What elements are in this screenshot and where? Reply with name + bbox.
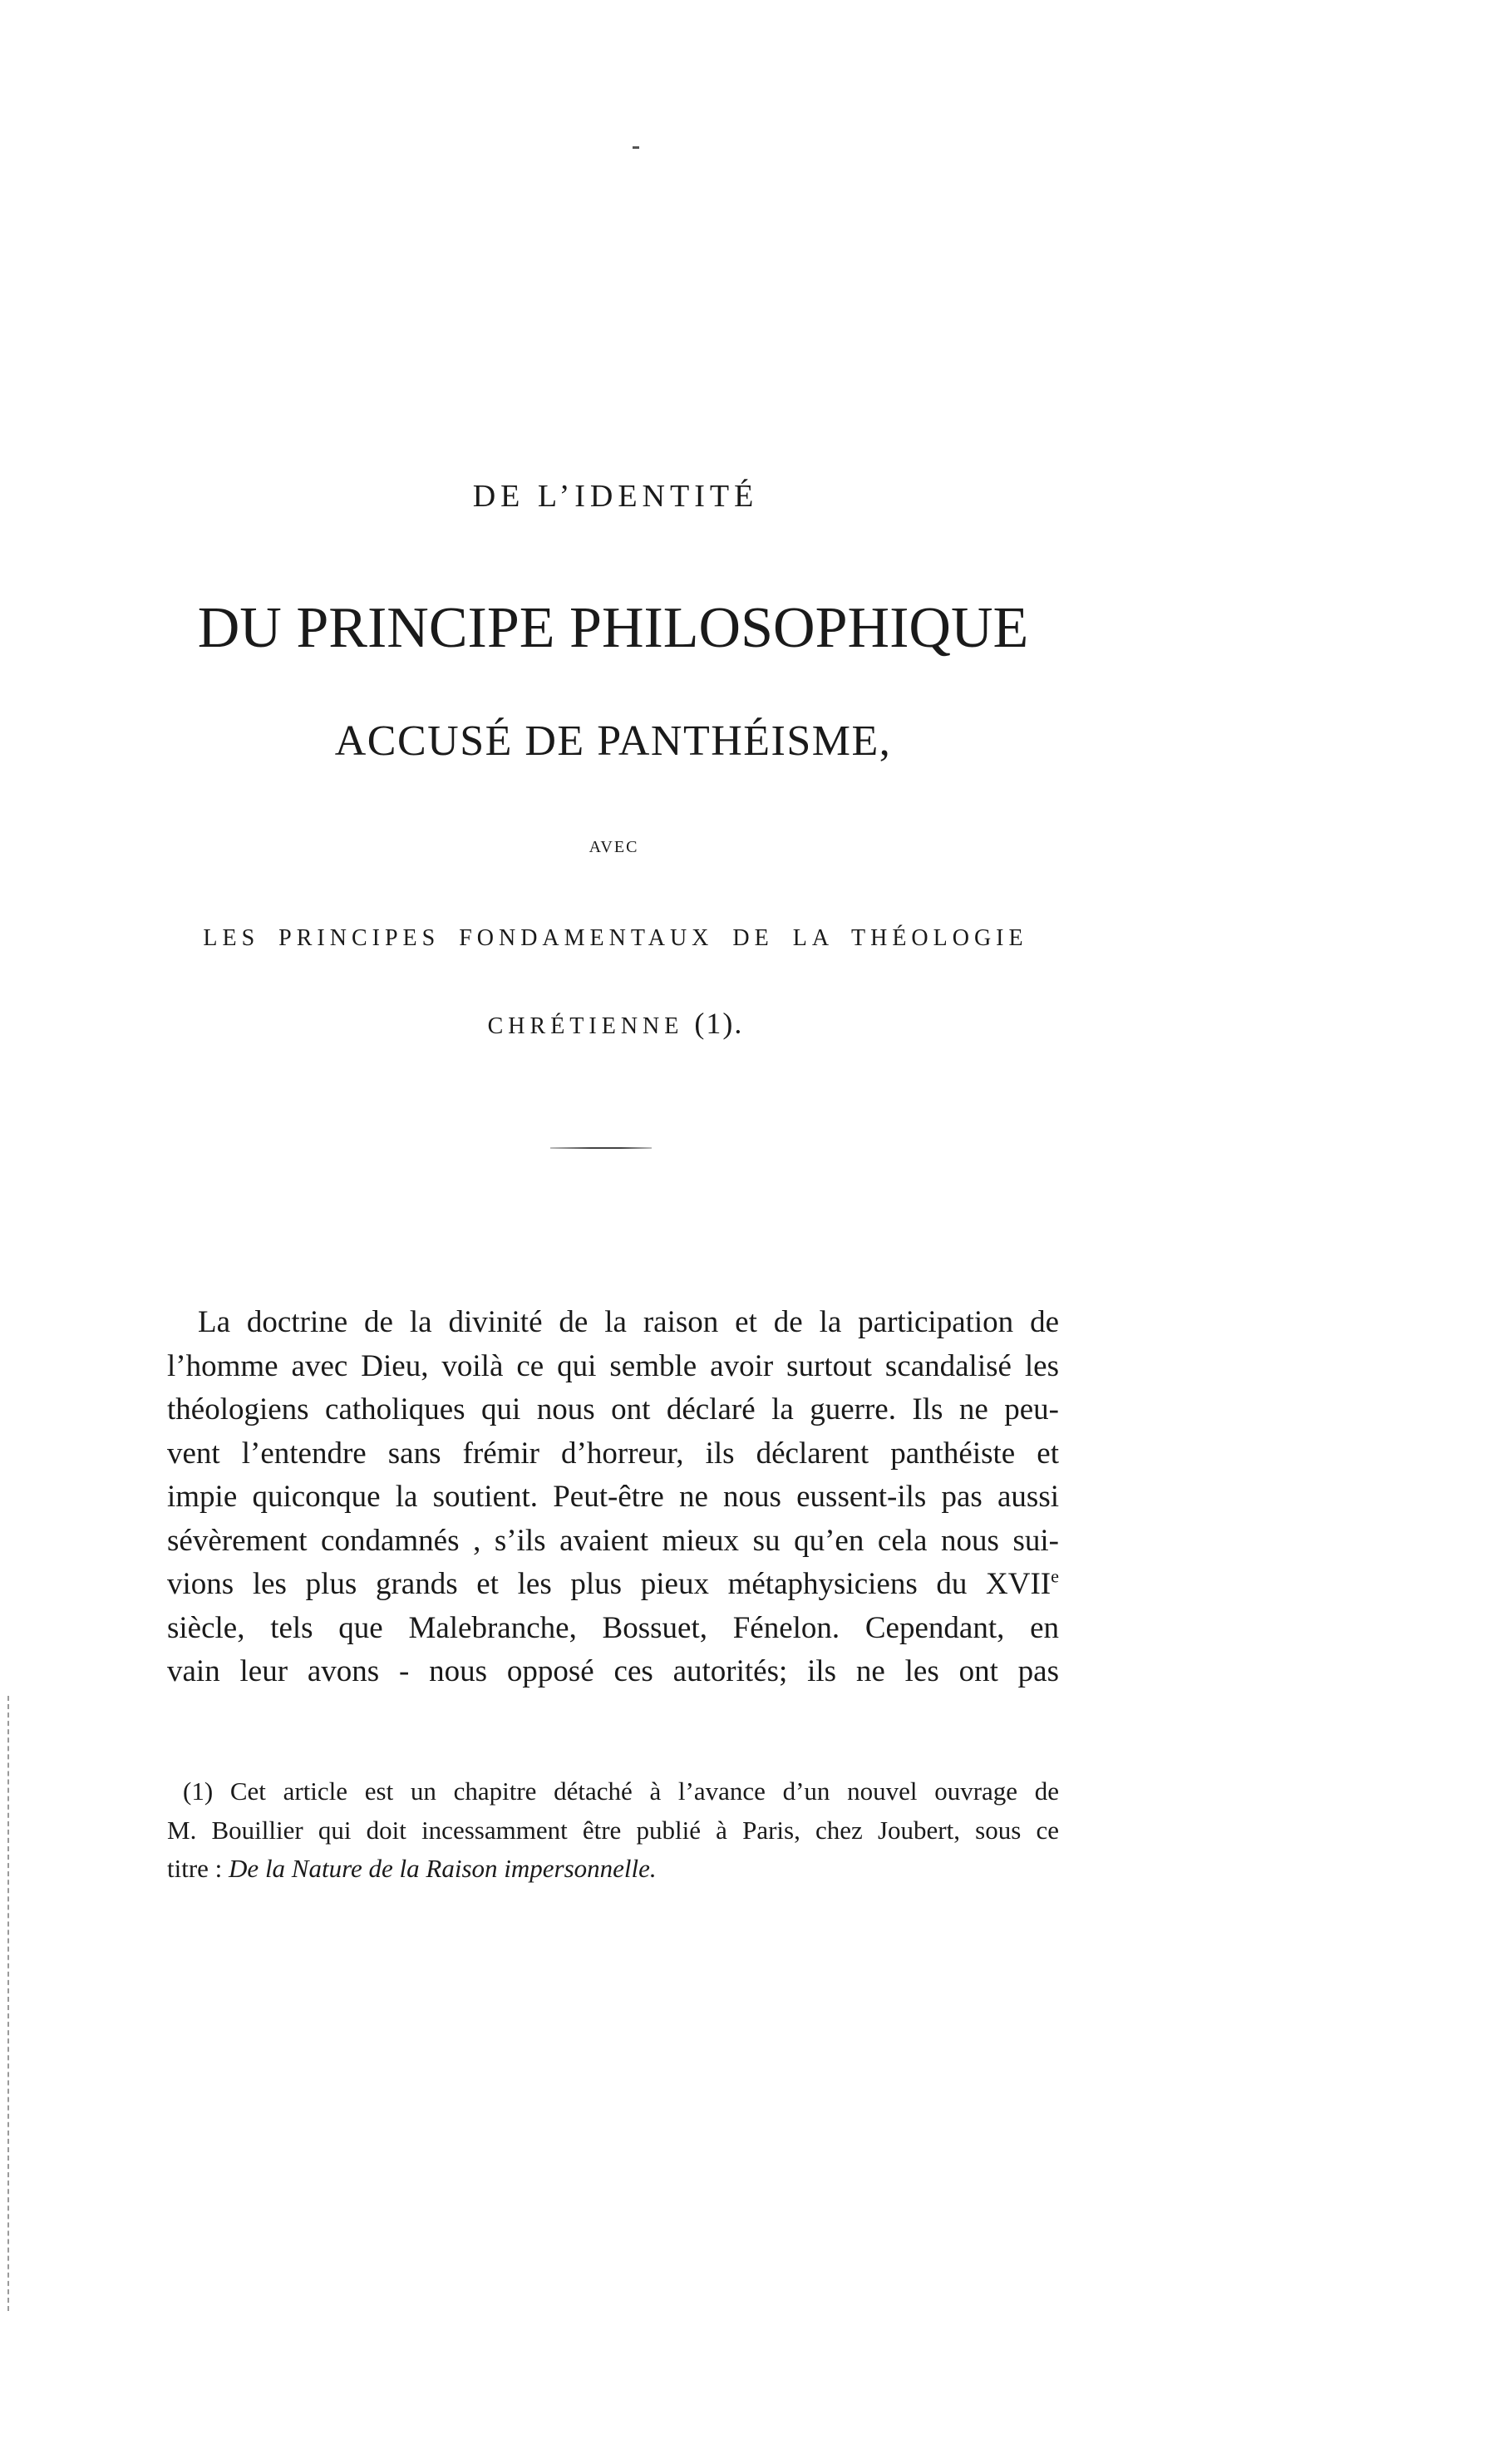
title-word-chretienne: CHRÉTIENNE	[487, 1013, 684, 1039]
title-connector-avec: AVEC	[589, 838, 639, 856]
body-line: vent l’entendre sans frémir d’horreur, ils déclarent panthéiste et	[167, 1436, 1059, 1471]
superscript-e: e	[1051, 1565, 1059, 1587]
footnote-book-title: De la Nature de la Raison impersonnelle.	[229, 1854, 657, 1883]
footnote-reference: (1).	[694, 1007, 744, 1040]
title-line-principes-fondamentaux: LES PRINCIPES FONDAMENTAUX DE LA THÉOLOGIE	[203, 925, 1028, 951]
footnote-line	[167, 1772, 1059, 1811]
body-line	[167, 1563, 1059, 1607]
body-line: sévèrement condamnés , s’ils avaient mieux su qu’en cela nous sui-	[167, 1523, 1059, 1558]
title-line-chretienne	[167, 1005, 1059, 1045]
footnote-line-text: Cet article est un chapitre détaché à l’avance d’un nouvel ouvrage de	[229, 1776, 1059, 1806]
title-line-accuse-de-pantheisme: ACCUSÉ DE PANTHÉISME,	[334, 717, 892, 765]
body-line-text: vions les plus grands et les plus pieux métaphysiciens du XVII	[167, 1567, 1052, 1601]
title-line-de-l-identite: DE L’IDENTITÉ	[472, 479, 759, 514]
scan-edge-marks	[7, 1696, 9, 2311]
body-line: impie quiconque la soutient. Peut-être ne nous eussent-ils pas aussi	[167, 1480, 1059, 1514]
section-rule	[550, 1147, 652, 1149]
body-line: l’homme avec Dieu, voilà ce qui semble avoir surtout scandalisé les	[167, 1348, 1059, 1383]
footnote-line: M. Bouillier qui doit incessamment être publié à Paris, chez Joubert, sous ce	[167, 1815, 1059, 1845]
footnote	[167, 1772, 1059, 1889]
footnote-marker: (1)	[183, 1776, 214, 1806]
body-line: théologiens catholiques qui nous ont déclaré la guerre. Ils ne peu-	[167, 1392, 1059, 1426]
footnote-title-prefix: titre :	[167, 1854, 229, 1883]
scan-mark-top	[633, 146, 639, 149]
body-line: siècle, tels que Malebranche, Bossuet, Fénelon. Cependant, en	[167, 1610, 1059, 1645]
body-line: vain leur avons - nous opposé ces autorités; ils ne les ont pas	[167, 1654, 1059, 1688]
footnote-line	[167, 1850, 1059, 1889]
body-line: La doctrine de la divinité de la raison et de la participation de	[198, 1305, 1059, 1339]
title-line-principe-philosophique: DU PRINCIPE PHILOSOPHIQUE	[197, 596, 1029, 660]
body-paragraph	[167, 1301, 1059, 1694]
